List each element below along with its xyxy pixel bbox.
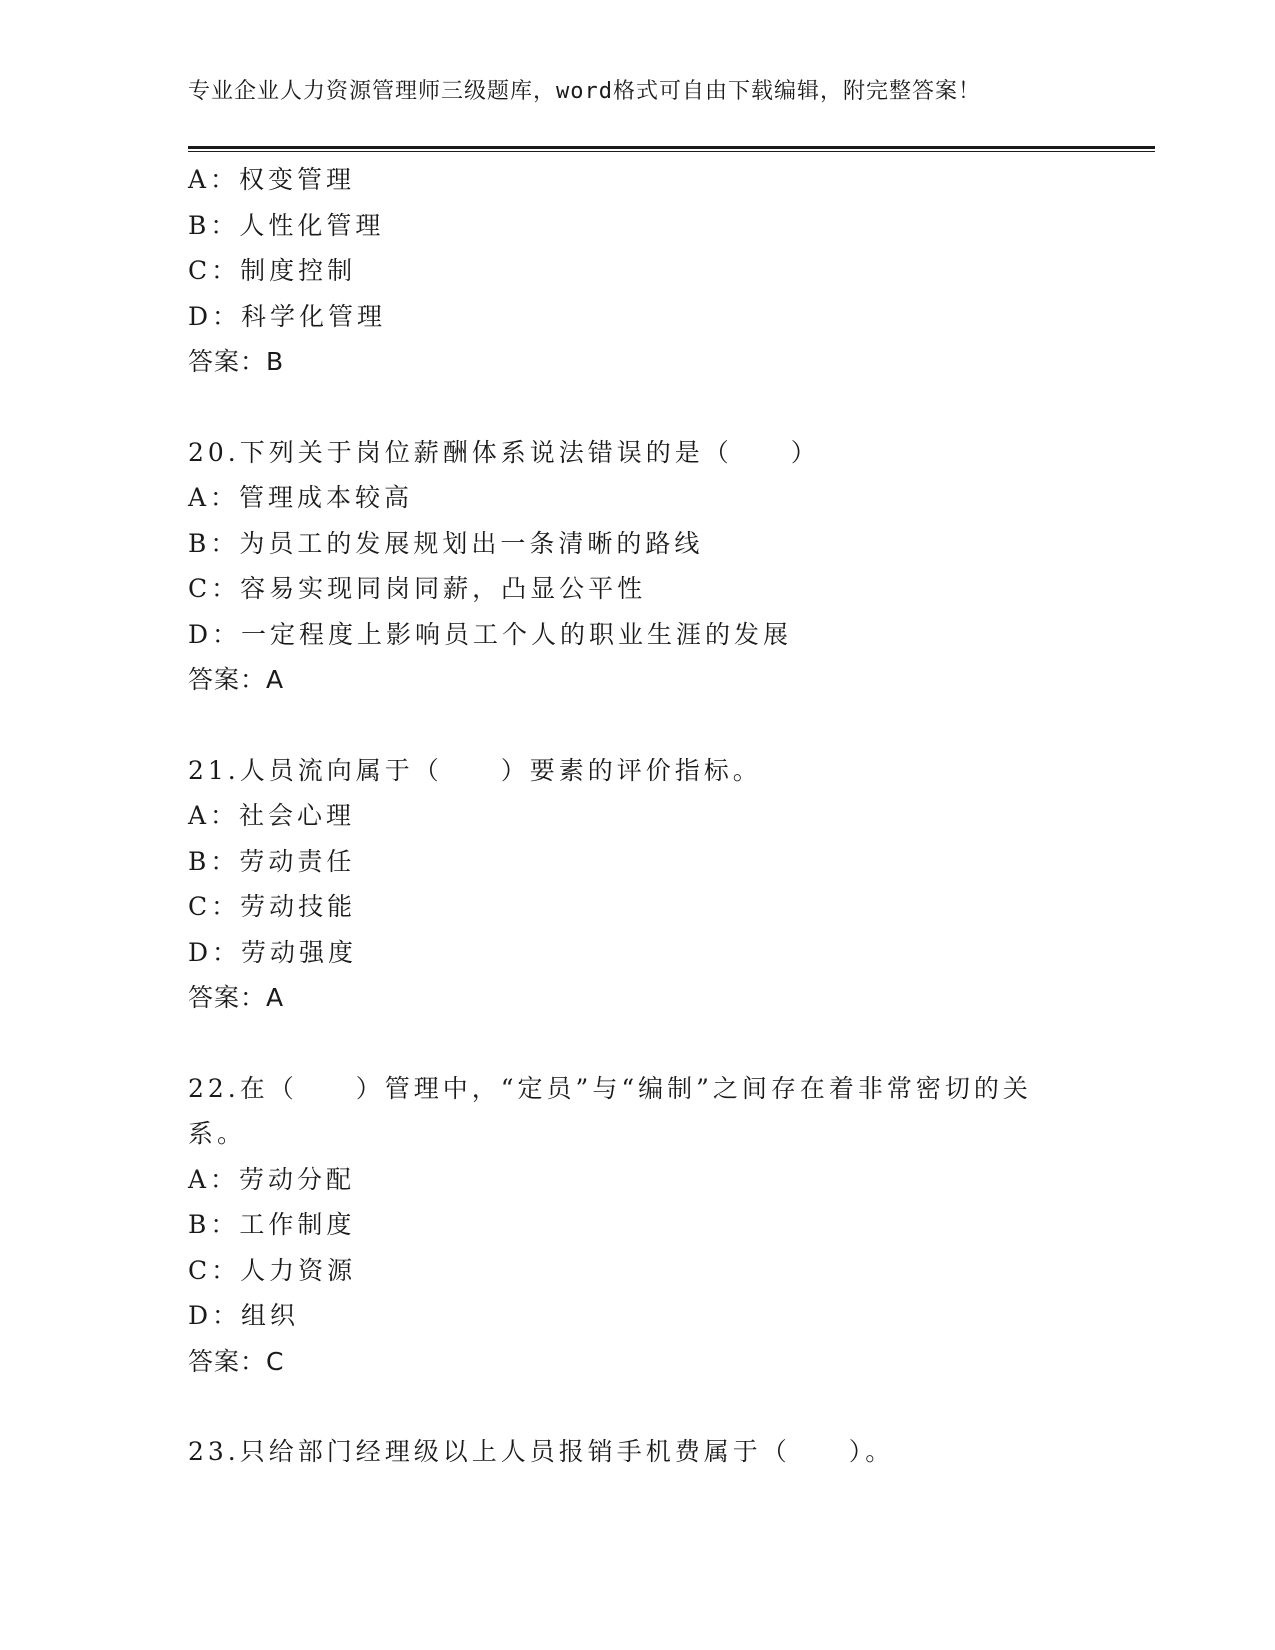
option-c: C：人力资源 (188, 1255, 357, 1285)
option-a: A：管理成本较高 (188, 483, 414, 512)
header-rule-thick (188, 146, 1155, 149)
question-text: 23.只给部门经理级以上人员报销手机费属于（ ）。 (188, 1437, 895, 1466)
option-d: D：科学化管理 (188, 301, 387, 331)
option-d: D：组织 (188, 1301, 300, 1330)
option-b: B：劳动责任 (188, 846, 356, 876)
option-b: B：人性化管理 (188, 210, 385, 240)
question-text: 20.下列关于岗位薪酬体系说法错误的是（ ） (188, 437, 820, 467)
option-b: B：工作制度 (188, 1210, 356, 1239)
option-d: D：一定程度上影响员工个人的职业生涯的发展 (188, 619, 793, 649)
question-text: 21.人员流向属于（ ）要素的评价指标。 (188, 755, 762, 785)
option-c: C：劳动技能 (188, 892, 357, 921)
question-block (188, 1429, 1088, 1475)
question-text: 22.在（ ）管理中，“定员”与“编制”之间存在着非常密切的关系。 (188, 1073, 1032, 1148)
answer: 答案：A (188, 983, 285, 1012)
answer: 答案：B (188, 347, 285, 376)
option-c: C：容易实现同岗同薪，凸显公平性 (188, 574, 647, 603)
question-list (188, 157, 1088, 1475)
option-a: A：权变管理 (188, 165, 356, 194)
option-d: D：劳动强度 (188, 937, 358, 967)
option-c: C：制度控制 (188, 256, 357, 285)
answer: 答案：C (188, 1346, 285, 1376)
option-b: B：为员工的发展规划出一条清晰的路线 (188, 528, 704, 558)
header-rule (188, 146, 1155, 153)
question-block (188, 157, 1088, 385)
answer: 答案：A (188, 665, 285, 694)
question-block (188, 430, 1088, 703)
header-rule-thin (188, 151, 1155, 152)
page-header: 专业企业人力资源管理师三级题库，word格式可自由下载编辑，附完整答案！ (188, 79, 981, 104)
question-block (188, 748, 1088, 1021)
option-a: A：劳动分配 (188, 1164, 356, 1194)
option-a: A：社会心理 (188, 801, 356, 830)
question-block (188, 1066, 1088, 1385)
